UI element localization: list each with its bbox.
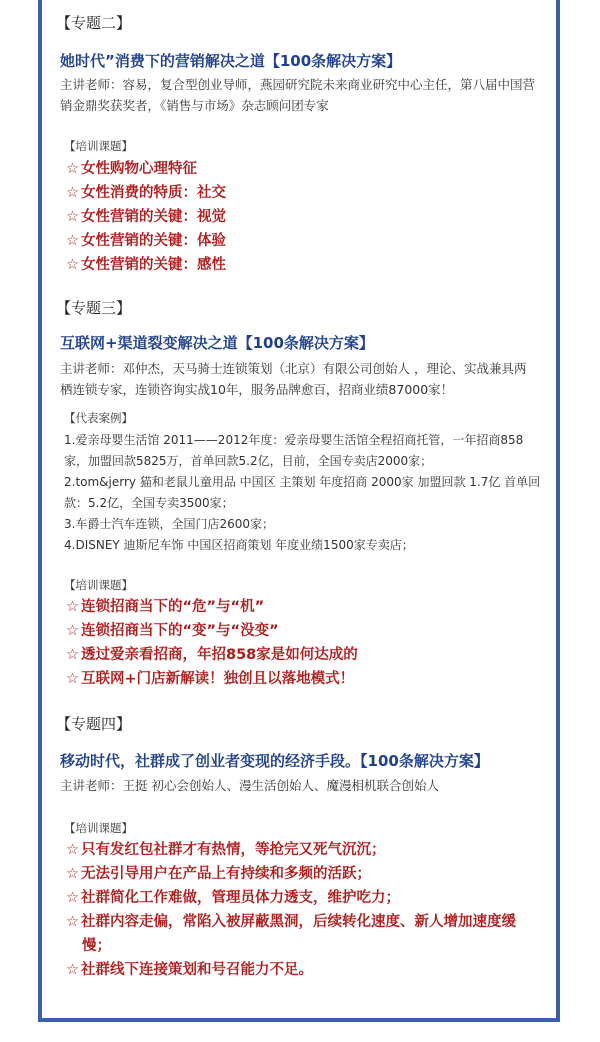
topic4-course-list bbox=[66, 838, 536, 982]
star-outline-icon: ☆ bbox=[66, 623, 79, 639]
star-outline-icon: ☆ bbox=[66, 842, 79, 858]
topic4-heading: 【专题四】 bbox=[56, 715, 132, 733]
star-outline-icon: ☆ bbox=[66, 257, 79, 273]
case-item: 2.tom&jerry 猫和老鼠儿童用品 中国区 主策划 年度招商 2000家 加盟回款 1.7亿 首单回款：5.2亿，全国专卖3500家； bbox=[64, 475, 541, 510]
list-item: ☆ 连锁招商当下的“危”与“机” bbox=[66, 599, 265, 615]
topic2-course-list bbox=[66, 157, 226, 277]
list-item: ☆ 连锁招商当下的“变”与“没变” bbox=[66, 623, 279, 639]
star-outline-icon: ☆ bbox=[66, 671, 79, 687]
list-item: ☆ 无法引导用户在产品上有持续和多频的活跃； bbox=[66, 866, 371, 882]
case-item: 4.DISNEY 迪斯尼车饰 中国区招商策划 年度业绩1500家专卖店； bbox=[64, 538, 414, 552]
topic3-cases-list bbox=[64, 430, 542, 556]
topic3-title: 互联网+渠道裂变解决之道【100条解决方案】 bbox=[60, 334, 374, 352]
topic2-title: 她时代”消费下的营销解决之道【100条解决方案】 bbox=[60, 52, 402, 70]
star-outline-icon: ☆ bbox=[66, 599, 79, 615]
list-item: ☆ 社群线下连接策划和号召能力不足。 bbox=[66, 962, 313, 978]
topic3-teacher: 主讲老师：邓仲杰，天马骑士连锁策划（北京）有限公司创始人 ，理论、实战兼具两栖连锁专家，连锁咨询实战10年，服务品牌愈百，招商业绩87000家！ bbox=[60, 361, 527, 397]
topic3-cases-label: 【代表案例】 bbox=[64, 411, 133, 425]
topic4-course-label: 【培训课题】 bbox=[64, 821, 133, 835]
star-outline-icon: ☆ bbox=[66, 890, 79, 906]
topic3-course-list bbox=[66, 595, 358, 691]
list-item: ☆ 女性营销的关键：体验 bbox=[66, 233, 226, 249]
topic3-heading: 【专题三】 bbox=[56, 299, 132, 317]
list-item: ☆ 女性营销的关键：感性 bbox=[66, 257, 226, 273]
case-item: 1.爱亲母婴生活馆 2011——2012年度：爱亲母婴生活馆全程招商托管，一年招商858家，加盟回款5825万，首单回款5.2亿，目前，全国专卖店2000家； bbox=[64, 433, 524, 468]
topic4-teacher: 主讲老师：王挺 初心会创始人、漫生活创始人、魔漫相机联合创始人 bbox=[60, 778, 439, 793]
star-outline-icon: ☆ bbox=[66, 161, 79, 177]
list-item: ☆ 女性消费的特质：社交 bbox=[66, 185, 226, 201]
list-item: ☆ 只有发红包社群才有热情，等抢完又死气沉沉； bbox=[66, 842, 386, 858]
star-outline-icon: ☆ bbox=[66, 209, 79, 225]
star-outline-icon: ☆ bbox=[66, 914, 79, 930]
list-item: ☆ 社群内容走偏，常陷入被屏蔽黑洞，后续转化速度、新人增加速度缓慢； bbox=[66, 914, 516, 954]
case-item: 3.车爵士汽车连锁，全国门店2600家； bbox=[64, 517, 274, 531]
star-outline-icon: ☆ bbox=[66, 962, 79, 978]
topic3-course-label: 【培训课题】 bbox=[64, 578, 133, 592]
list-item: ☆ 透过爱亲看招商，年招858家是如何达成的 bbox=[66, 647, 358, 663]
topic4-title: 移动时代，社群成了创业者变现的经济手段。【100条解决方案】 bbox=[60, 752, 489, 770]
star-outline-icon: ☆ bbox=[66, 866, 79, 882]
topic2-heading: 【专题二】 bbox=[56, 14, 132, 32]
topic2-teacher: 主讲老师：容易，复合型创业导师，燕园研究院未来商业研究中心主任，第八届中国营销金鼎奖获奖者，《销售与市场》杂志顾问团专家 bbox=[60, 77, 536, 113]
topic2-course-label: 【培训课题】 bbox=[64, 139, 133, 153]
list-item: ☆ 女性购物心理特征 bbox=[66, 161, 197, 177]
list-item: ☆ 社群简化工作难做，管理员体力透支，维护吃力； bbox=[66, 890, 400, 906]
list-item: ☆ 互联网+门店新解读！独创且以落地模式！ bbox=[66, 671, 355, 687]
star-outline-icon: ☆ bbox=[66, 647, 79, 663]
star-outline-icon: ☆ bbox=[66, 233, 79, 249]
list-item: ☆ 女性营销的关键：视觉 bbox=[66, 209, 226, 225]
star-outline-icon: ☆ bbox=[66, 185, 79, 201]
